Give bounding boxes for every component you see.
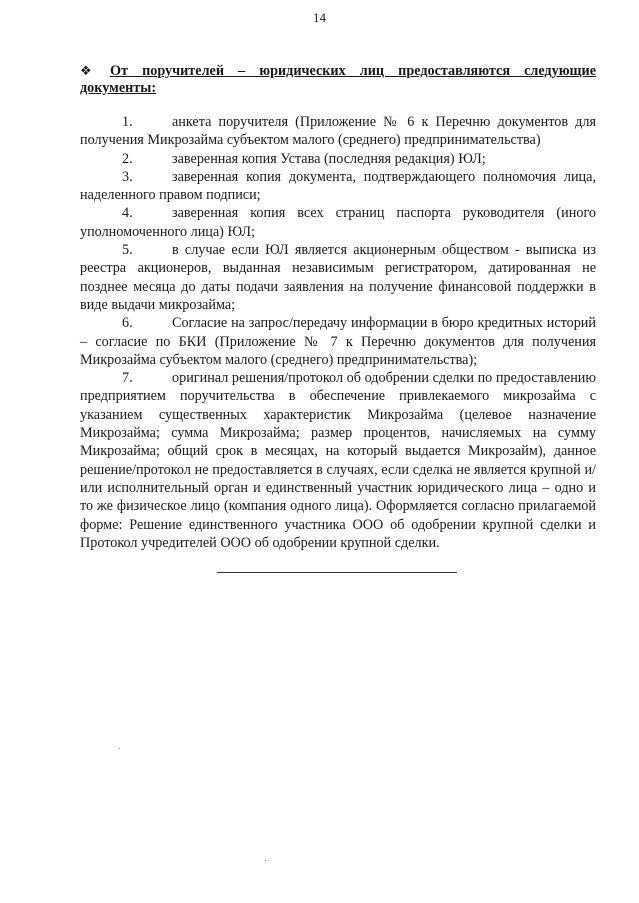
list-item — [80, 314, 596, 369]
list-item — [80, 168, 596, 205]
list-item-text: заверенная копия всех страниц паспорта руководителя (иного уполномоченного лица) ЮЛ; — [80, 205, 596, 240]
scan-speck — [265, 860, 266, 861]
heading-first-line — [80, 63, 596, 80]
document-list — [80, 113, 596, 552]
list-item-text: анкета поручителя (Приложение № 6 к Перечню документов для получения Микрозайма субъектом малого (среднего) предпринимательства) — [80, 114, 596, 149]
list-item-text: в случае если ЮЛ является акционерным обществом - выписка из реестра акционеров, выданная независимым регистратором, датированная не позднее месяца до даты подачи заявления на получение финансовой поддержки в виде выдачи микрозайма; — [80, 242, 596, 313]
heading-text-line2: документы: — [80, 79, 157, 96]
list-item-number: 3. — [122, 168, 133, 185]
list-item — [80, 369, 596, 552]
separator-line — [217, 572, 457, 573]
list-item-number: 2. — [122, 150, 133, 167]
list-item-number: 7. — [122, 370, 133, 387]
list-item — [80, 241, 596, 314]
list-item-number: 1. — [122, 114, 133, 130]
heading-text-line1: От поручителей – юридических лиц предоставляются следующие — [110, 63, 596, 79]
list-item-number: 4. — [122, 205, 133, 222]
list-item — [80, 204, 596, 241]
diamond-bullet-icon: ❖ — [80, 63, 92, 78]
list-item — [80, 150, 596, 168]
list-item-text: оригинал решения/протокол об одобрении сделки по предоставлению предприятием поручительства в обеспечение привлекаемого микрозайма с указанием существенных характеристик Микрозайма (целевое назначение Микрозайма; сумма Микрозайма; размер процентов, начисляемых на сумму Микрозайма; общий срок в месяцах, на который выдается Микрозайм), данное решение/протокол не предоставляется в случаях, если сделка не является крупной и/или исполнительный орган и единственный участник юридического лица – одно и то же физическое лицо (компания одного лица). Оформляется согласно прилагаемой форме: Решение единственного участника ООО об одобрении крупной сделки и Протокол учредителей ООО об одобрении крупной сделки. — [80, 370, 596, 551]
list-item-text: заверенная копия документа, подтверждающего полномочия лица, наделенного правом подписи; — [80, 168, 596, 204]
list-item-number: 6. — [122, 315, 133, 332]
page-number: 14 — [313, 10, 326, 25]
list-item-text: Согласие на запрос/передачу информации в бюро кредитных историй – согласие по БКИ (Приложение № 7 к Перечню документов для получения Микрозайма субъектом малого (среднего) предпринимательства); — [80, 315, 596, 368]
list-item-text: заверенная копия Устава (последняя редакция) ЮЛ; — [172, 150, 486, 167]
list-item — [80, 113, 596, 150]
scan-speck — [119, 748, 120, 749]
section-heading — [80, 63, 596, 96]
list-item-number: 5. — [122, 242, 133, 259]
